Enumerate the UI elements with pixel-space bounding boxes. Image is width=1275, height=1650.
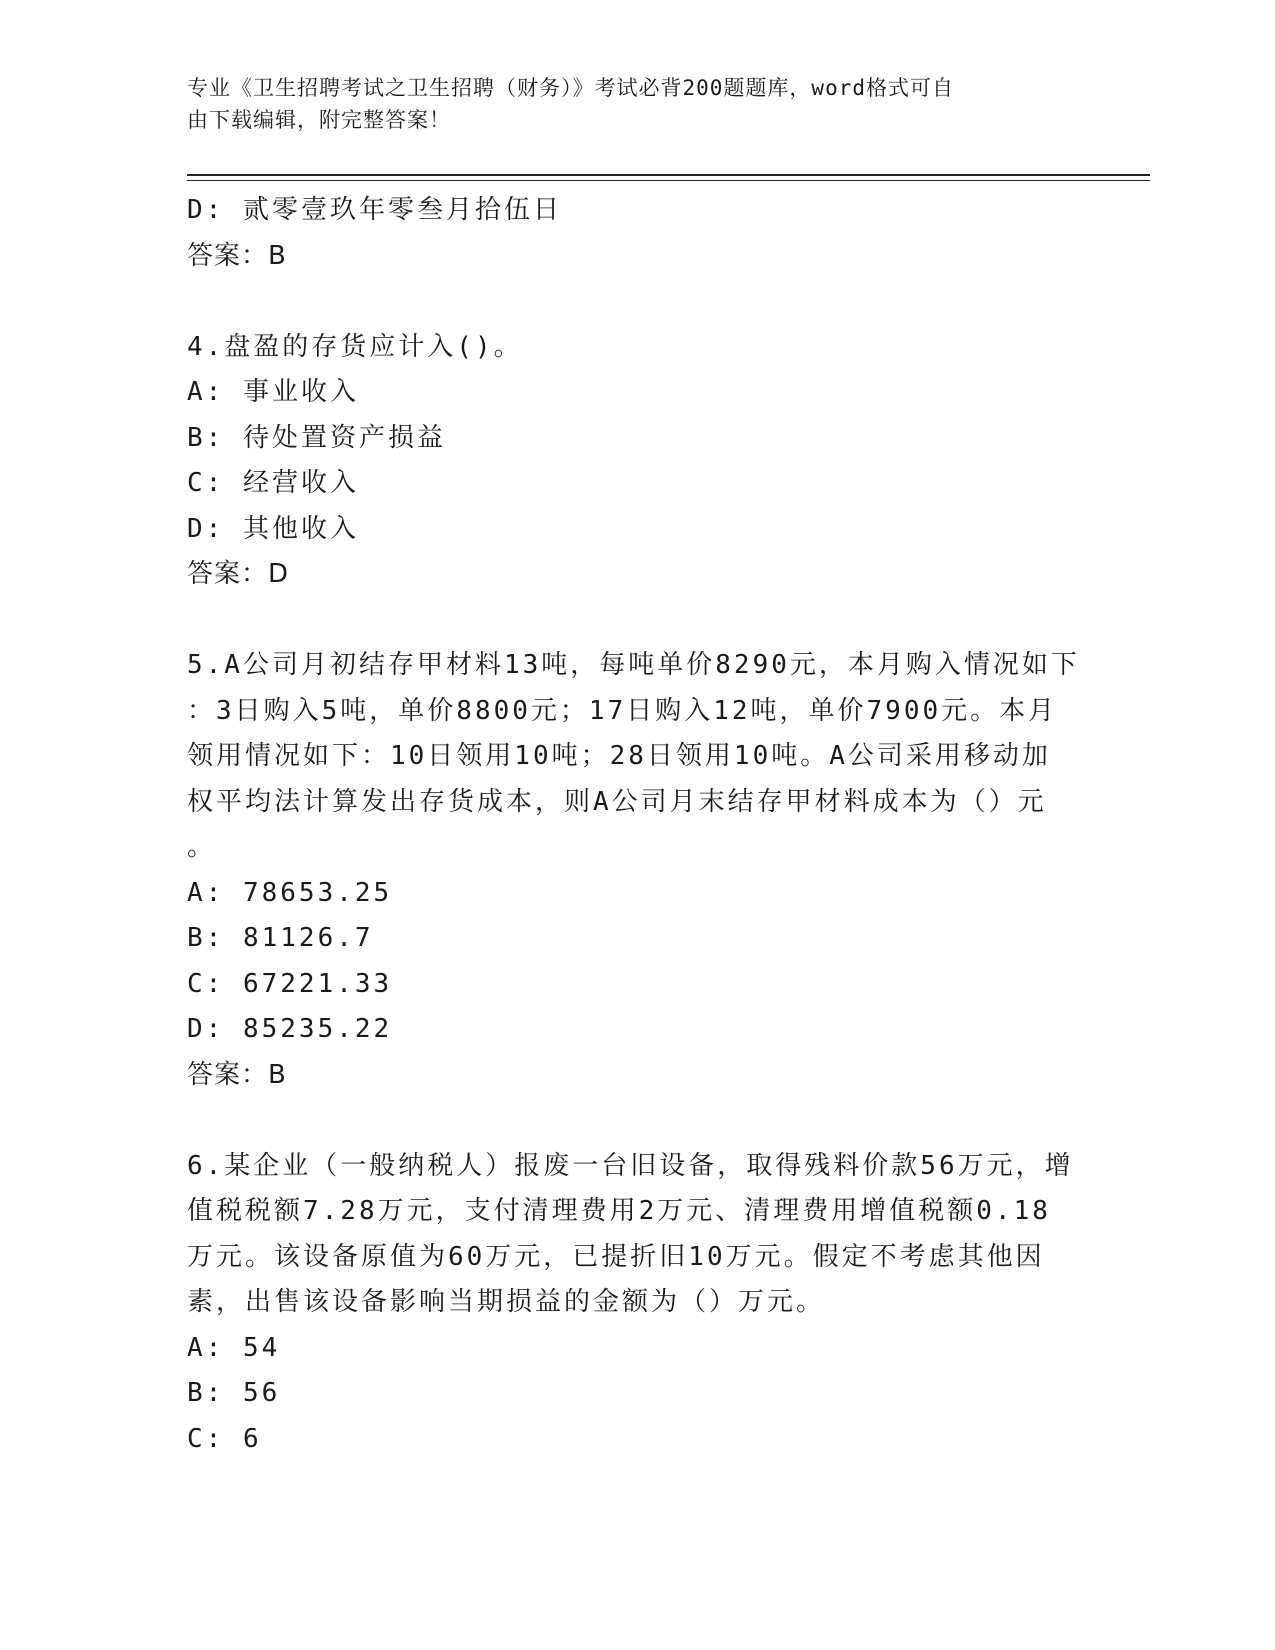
question-block-6 (187, 1144, 1087, 1463)
option-d: D: 85235.22 (187, 1014, 393, 1044)
option-a: A: 事业收入 (187, 377, 359, 407)
spacer (187, 1098, 1087, 1144)
spacer (187, 598, 1087, 644)
header-divider-thin (187, 180, 1150, 181)
document-body (187, 188, 1087, 1462)
question-stem-line: 素，出售该设备影响当期损益的金额为（）万元。 (187, 1287, 826, 1317)
question-stem-line: 领用情况如下：10日领用10吨；28日领用10吨。A公司采用移动加 (187, 741, 1051, 771)
question-block-5 (187, 643, 1087, 1098)
question-stem-line: 。 (187, 832, 217, 862)
question-stem-line: ：3日购入5吨，单价8800元；17日购入12吨，单价7900元。本月 (187, 695, 1058, 726)
question-block-4 (187, 325, 1087, 598)
question-block-3 (187, 188, 1087, 279)
option-c: C: 6 (187, 1423, 262, 1454)
option-b: B: 待处置资产损益 (187, 422, 446, 453)
option-b: B: 81126.7 (187, 923, 374, 953)
answer-line: 答案：B (187, 1059, 287, 1090)
option-c: C: 67221.33 (187, 968, 393, 999)
option-a: A: 78653.25 (187, 877, 393, 908)
header-line-2: 由下载编辑，附完整答案！ (187, 108, 451, 132)
spacer (187, 279, 1087, 325)
question-stem-line: 5.A公司月初结存甲材料13吨，每吨单价8290元，本月购入情况如下 (187, 650, 1080, 680)
option-d: D: 其他收入 (187, 513, 359, 544)
option-c: C: 经营收入 (187, 468, 359, 498)
option-a: A: 54 (187, 1332, 281, 1363)
option-d: D: 贰零壹玖年零叁月拾伍日 (187, 195, 562, 225)
question-stem: 4.盘盈的存货应计入()。 (187, 331, 523, 362)
answer-line: 答案：D (187, 559, 290, 589)
header-line-1: 专业《卫生招聘考试之卫生招聘（财务）》考试必背200题题库，word格式可自 (187, 76, 954, 100)
answer-line: 答案：B (187, 240, 287, 271)
option-b: B: 56 (187, 1378, 281, 1408)
question-stem-line: 权平均法计算发出存货成本，则A公司月末结存甲材料成本为（）元 (187, 786, 1047, 817)
document-header (187, 72, 1067, 136)
question-stem-line: 值税税额7.28万元，支付清理费用2万元、清理费用增值税额0.18 (187, 1196, 1051, 1226)
question-stem-line: 6.某企业（一般纳税人）报废一台旧设备，取得残料价款56万元，增 (187, 1150, 1074, 1181)
question-stem-line: 万元。该设备原值为60万元，已提折旧10万元。假定不考虑其他因 (187, 1241, 1045, 1272)
header-divider-thick (187, 174, 1150, 176)
